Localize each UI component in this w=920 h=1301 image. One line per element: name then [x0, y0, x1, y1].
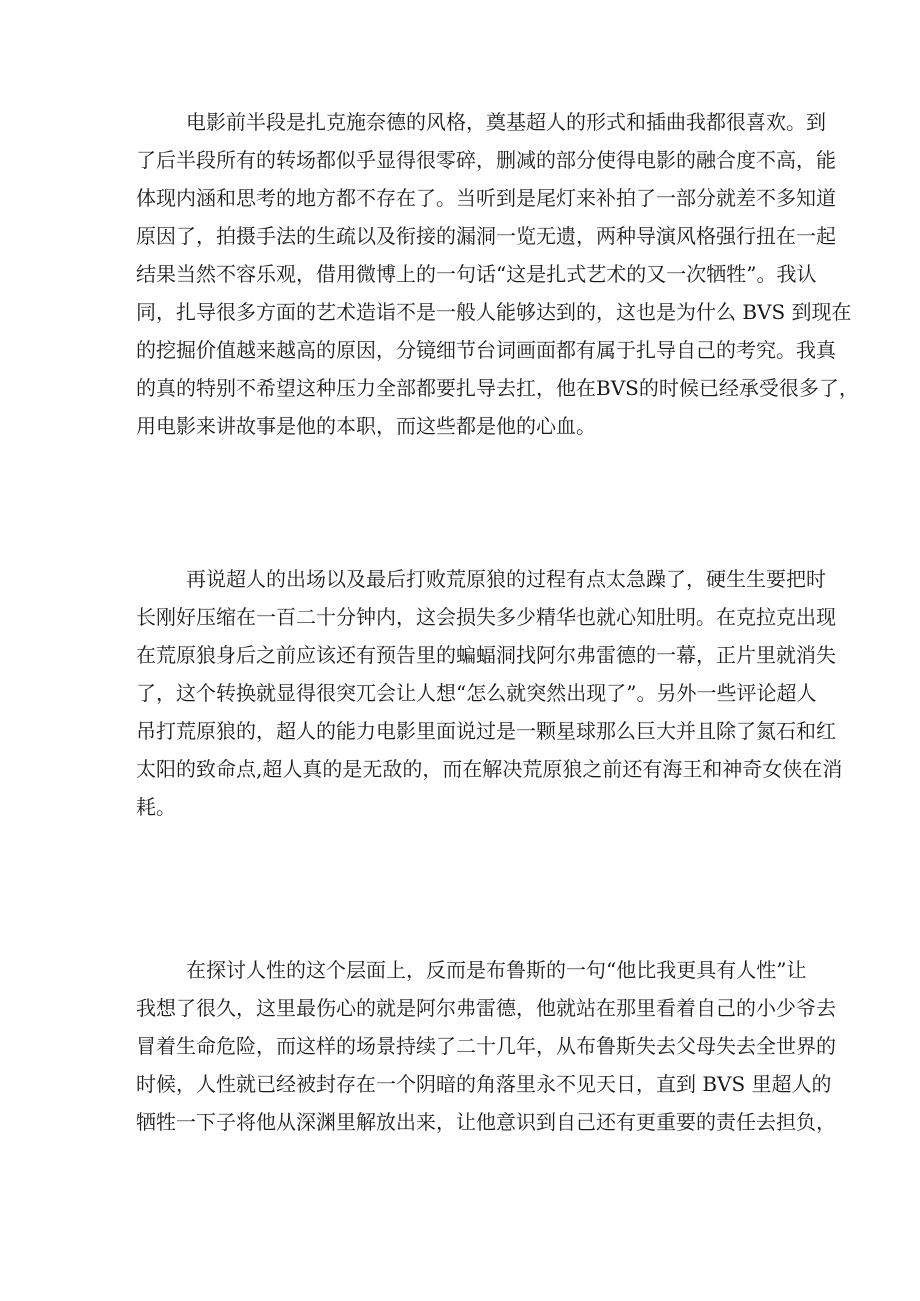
- paragraph-line: 结果当然不容乐观，借用微博上的一句话“这是扎式艺术的又一次牺牲”。我认: [136, 262, 817, 286]
- paragraph-line: 了，这个转换就显得很突兀会让人想“怎么就突然出现了”。另外一些评论超人: [136, 681, 817, 705]
- paragraph-line: 冒着生命危险，而这样的场景持续了二十几年，从布鲁斯失去父母失去全世界的: [136, 1034, 836, 1058]
- paragraph-line: 时候，人性就已经被封存在一个阴暗的角落里永不见天日，直到 BVS 里超人的: [136, 1072, 832, 1096]
- paragraph-line: 同，扎导很多方面的艺术造诣不是一般人能够达到的，这也是为什么 BVS 到现在: [136, 300, 852, 324]
- paragraph-line: 吊打荒原狼的，超人的能力电影里面说过是一颗星球那么巨大并且除了氮石和红: [136, 719, 836, 743]
- paragraph-line: 在荒原狼身后之前应该还有预告里的蝙蝠洞找阿尔弗雷德的一幕，正片里就消失: [136, 643, 836, 667]
- paragraph-line: 的挖掘价值越来越高的原因，分镜细节台词画面都有属于扎导自己的考究。我真: [136, 338, 836, 362]
- paragraph-line: 长刚好压缩在一百二十分钟内，这会损失多少精华也就心知肚明。在克拉克出现: [136, 605, 836, 629]
- paragraph-line: 在探讨人性的这个层面上，反而是布鲁斯的一句“他比我更具有人性”让: [186, 958, 807, 982]
- paragraph-line: 牺牲一下子将他从深渊里解放出来，让他意识到自己还有更重要的责任去担负，: [136, 1110, 836, 1134]
- paragraph-line: 了后半段所有的转场都似乎显得很零碎，删减的部分使得电影的融合度不高，能: [136, 148, 836, 172]
- paragraph-line: 原因了，拍摄手法的生疏以及衔接的漏洞一览无遗，两种导演风格强行扭在一起: [136, 224, 836, 248]
- paragraph-line: 的真的特别不希望这种压力全部都要扎导去扛，他在BVS的时候已经承受很多了，: [136, 376, 859, 400]
- paragraph-line: 太阳的致命点,超人真的是无敌的，而在解决荒原狼之前还有海王和神奇女侠在消: [136, 757, 843, 781]
- paragraph-line: 体现内涵和思考的地方都不存在了。当听到是尾灯来补拍了一部分就差不多知道: [136, 186, 836, 210]
- paragraph-2: [136, 560, 843, 826]
- paragraph-line: 再说超人的出场以及最后打败荒原狼的过程有点太急躁了，硬生生要把时: [186, 567, 826, 591]
- paragraph-1: [136, 103, 859, 445]
- paragraph-3: [136, 951, 836, 1141]
- paragraph-line: 电影前半段是扎克施奈德的风格，奠基超人的形式和插曲我都很喜欢。到: [186, 110, 826, 134]
- paragraph-line: 我想了很久，这里最伤心的就是阿尔弗雷德，他就站在那里看着自己的小少爷去: [136, 996, 836, 1020]
- paragraph-line: 耗。: [136, 795, 176, 819]
- paragraph-line: 用电影来讲故事是他的本职，而这些都是他的心血。: [136, 414, 596, 438]
